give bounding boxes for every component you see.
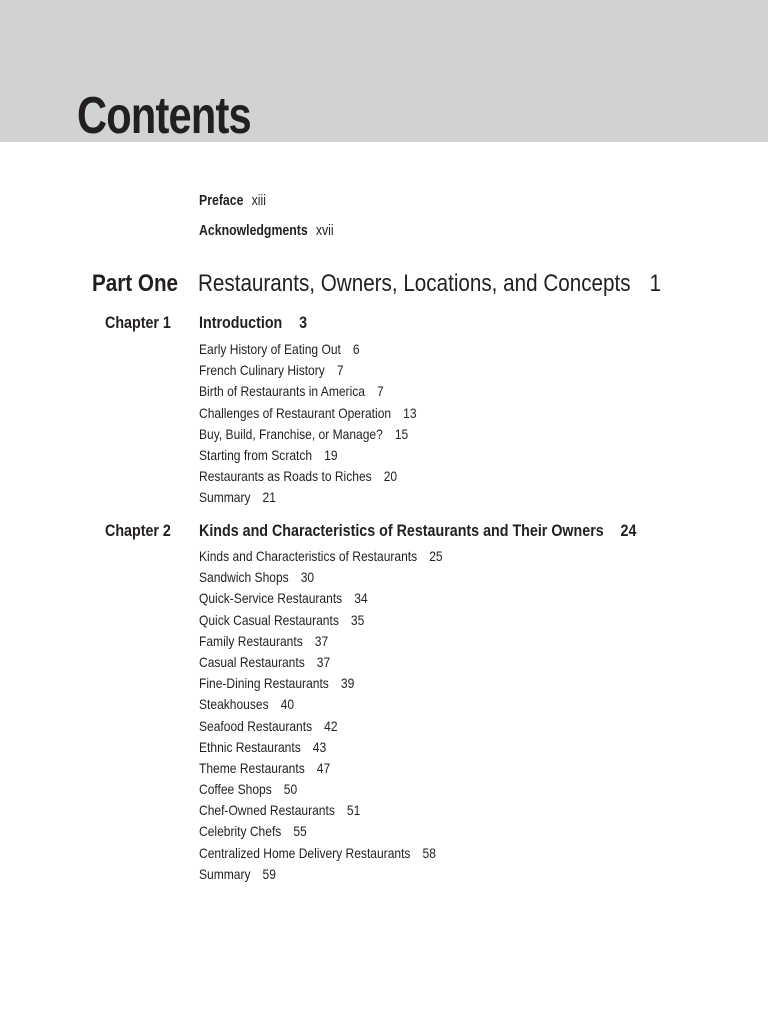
section-page: 42 <box>324 717 338 734</box>
list-item[interactable] <box>199 821 443 842</box>
section-title: Quick-Service Restaurants <box>199 590 343 607</box>
section-page: 35 <box>350 611 365 628</box>
section-page: 20 <box>383 468 398 485</box>
chapter-title-text: Introduction <box>199 313 283 332</box>
list-item[interactable] <box>199 631 443 652</box>
list-item[interactable] <box>199 424 417 445</box>
list-item[interactable] <box>199 800 443 821</box>
part-page: 1 <box>649 270 661 297</box>
section-title: French Culinary History <box>199 362 325 379</box>
front-matter-preface[interactable] <box>199 192 266 210</box>
chapter-label: Chapter 2 <box>105 521 171 540</box>
section-page: 50 <box>283 781 298 798</box>
chapter-page: 3 <box>299 313 308 332</box>
part-title-text: Restaurants, Owners, Locations, and Concepts <box>198 270 631 297</box>
section-title: Steakhouses <box>199 696 269 713</box>
section-title: Sandwich Shops <box>199 569 289 586</box>
section-page: 21 <box>262 489 276 506</box>
list-item[interactable] <box>199 758 443 779</box>
list-item[interactable] <box>199 567 443 588</box>
page-title: Contents <box>77 87 251 145</box>
list-item[interactable] <box>199 466 417 487</box>
section-page: 58 <box>422 844 436 861</box>
section-title: Casual Restaurants <box>199 653 305 670</box>
section-page: 34 <box>354 590 368 607</box>
list-item[interactable] <box>199 673 443 694</box>
list-item[interactable] <box>199 403 417 424</box>
part-label: Part One <box>92 270 179 297</box>
section-title: Celebrity Chefs <box>199 823 282 840</box>
section-page: 15 <box>394 425 409 442</box>
front-matter-label: Preface <box>199 192 244 209</box>
section-title: Early History of Eating Out <box>199 341 341 357</box>
section-title: Fine-Dining Restaurants <box>199 675 329 692</box>
list-item[interactable] <box>199 864 443 885</box>
section-title: Restaurants as Roads to Riches <box>199 468 372 485</box>
section-page: 51 <box>346 802 361 819</box>
list-item[interactable] <box>199 694 443 715</box>
section-page: 47 <box>316 759 331 776</box>
section-page: 7 <box>336 362 344 379</box>
chapter-1-sections <box>199 339 452 509</box>
chapter-title-text: Kinds and Characteristics of Restaurants and Their Owners <box>199 521 604 540</box>
section-page: 7 <box>377 383 384 400</box>
section-page: 39 <box>340 675 355 692</box>
list-item[interactable] <box>199 843 443 864</box>
list-item[interactable] <box>199 716 443 737</box>
section-page: 30 <box>300 569 315 586</box>
section-page: 6 <box>352 341 360 357</box>
list-item[interactable] <box>199 779 443 800</box>
section-title: Centralized Home Delivery Restaurants <box>199 844 411 861</box>
chapter-page: 24 <box>620 521 637 540</box>
section-page: 40 <box>280 696 295 713</box>
list-item[interactable] <box>199 546 443 567</box>
list-item[interactable] <box>199 445 417 466</box>
front-matter-page: xiii <box>251 192 267 209</box>
front-matter-page: xvii <box>315 222 334 239</box>
list-item[interactable] <box>199 487 417 508</box>
list-item[interactable] <box>199 588 443 609</box>
list-item[interactable] <box>199 381 417 402</box>
chapter-label: Chapter 1 <box>105 313 171 332</box>
section-title: Birth of Restaurants in America <box>199 383 365 400</box>
section-title: Chef-Owned Restaurants <box>199 802 335 819</box>
section-title: Kinds and Characteristics of Restaurants <box>199 548 418 564</box>
front-matter-acknowledgments[interactable] <box>199 222 334 240</box>
section-page: 13 <box>403 404 417 421</box>
section-page: 37 <box>316 653 331 670</box>
section-page: 59 <box>262 865 276 882</box>
list-item[interactable] <box>199 360 417 381</box>
section-title: Starting from Scratch <box>199 446 313 463</box>
section-title: Seafood Restaurants <box>199 717 313 734</box>
section-title: Theme Restaurants <box>199 759 305 776</box>
part-title[interactable] <box>198 270 661 298</box>
chapter-title[interactable] <box>199 313 307 333</box>
section-title: Summary <box>199 865 251 882</box>
chapter-2-sections <box>199 546 482 885</box>
section-title: Summary <box>199 489 251 506</box>
list-item[interactable] <box>199 339 417 360</box>
chapter-title[interactable] <box>199 521 636 541</box>
section-page: 55 <box>293 823 307 840</box>
section-page: 19 <box>324 446 338 463</box>
front-matter-label: Acknowledgments <box>199 222 308 239</box>
list-item[interactable] <box>199 652 443 673</box>
section-title: Buy, Build, Franchise, or Manage? <box>199 425 383 442</box>
section-title: Ethnic Restaurants <box>199 738 301 755</box>
section-page: 43 <box>312 738 327 755</box>
section-page: 37 <box>314 632 329 649</box>
list-item[interactable] <box>199 610 443 631</box>
list-item[interactable] <box>199 737 443 758</box>
section-page: 25 <box>429 548 443 564</box>
section-title: Challenges of Restaurant Operation <box>199 404 392 421</box>
section-title: Quick Casual Restaurants <box>199 611 339 628</box>
section-title: Family Restaurants <box>199 632 303 649</box>
section-title: Coffee Shops <box>199 781 272 798</box>
